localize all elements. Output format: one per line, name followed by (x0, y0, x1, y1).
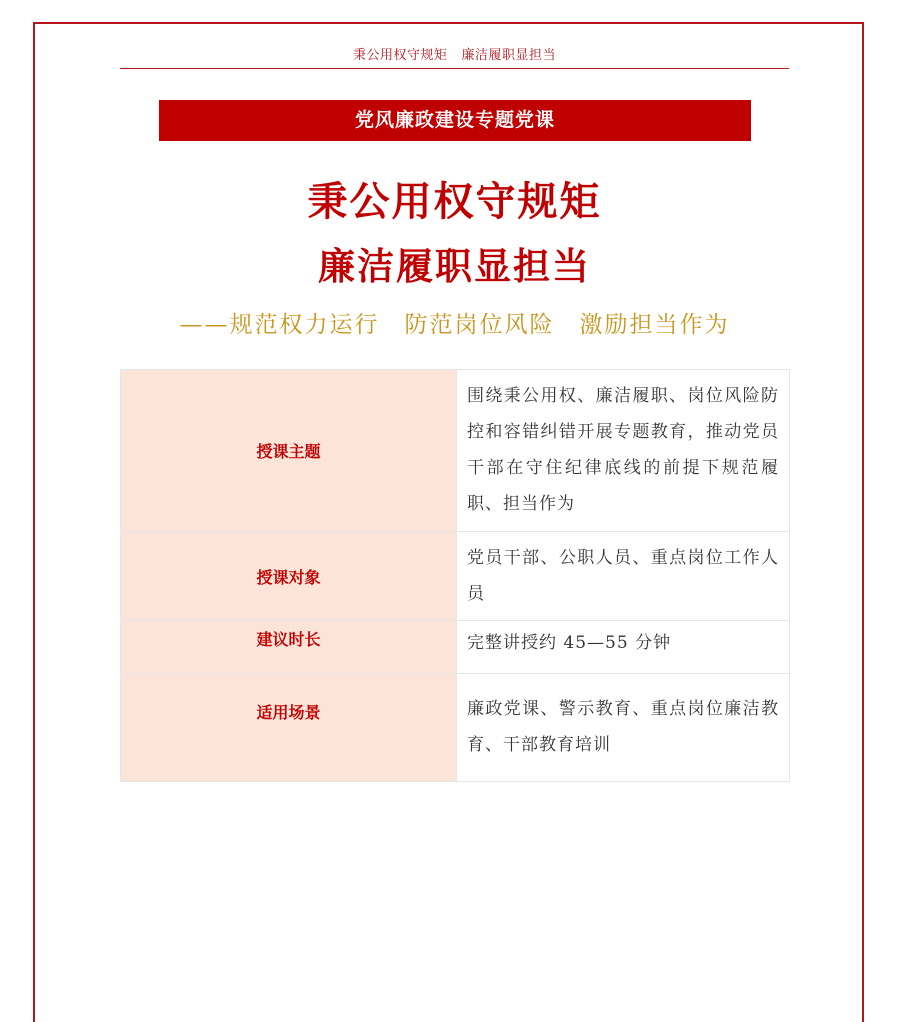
row-label-scenario: 适用场景 (121, 674, 457, 782)
info-table (120, 369, 790, 782)
row-value-topic: 围绕秉公用权、廉洁履职、岗位风险防控和容错纠错开展专题教育，推动党员干部在守住纪律底线的前提下规范履职、担当作为 (457, 370, 790, 532)
row-value-audience: 党员干部、公职人员、重点岗位工作人员 (457, 532, 790, 621)
row-label-topic: 授课主题 (121, 370, 457, 532)
row-label-audience: 授课对象 (121, 532, 457, 621)
running-header (120, 44, 789, 63)
table-row (121, 370, 790, 532)
header-rule (120, 68, 789, 69)
row-label-duration: 建议时长 (121, 621, 457, 674)
row-value-scenario: 廉政党课、警示教育、重点岗位廉洁教育、干部教育培训 (457, 674, 790, 782)
running-header-left: 秉公用权守规矩 (352, 48, 448, 63)
running-header-right: 廉洁履职显担当 (461, 48, 557, 63)
topic-banner: 党风廉政建设专题党课 (159, 100, 751, 141)
subtitle: ——规范权力运行 防范岗位风险 激励担当作为 (179, 312, 730, 338)
table-row (121, 621, 790, 674)
table-row (121, 674, 790, 782)
main-title-line-2: 廉洁履职显担当 (318, 244, 591, 288)
main-title-line-1: 秉公用权守规矩 (307, 178, 602, 225)
table-row (121, 532, 790, 621)
row-value-duration: 完整讲授约 45—55 分钟 (457, 621, 790, 674)
